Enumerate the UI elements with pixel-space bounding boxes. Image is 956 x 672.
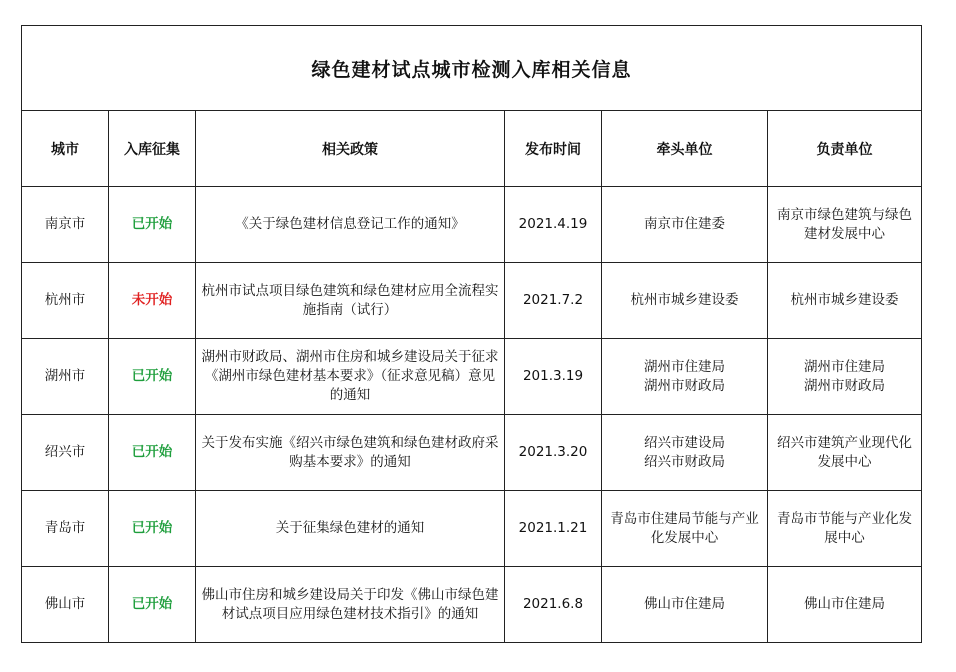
responsible-cell: 佛山市住建局 — [768, 567, 922, 643]
lead-cell: 湖州市住建局 湖州市财政局 — [602, 339, 768, 415]
date-cell: 2021.4.19 — [505, 187, 602, 263]
status-cell: 已开始 — [109, 567, 196, 643]
header-policy: 相关政策 — [196, 111, 505, 187]
responsible-cell: 绍兴市建筑产业现代化发展中心 — [768, 415, 922, 491]
policy-cell: 湖州市财政局、湖州市住房和城乡建设局关于征求《湖州市绿色建材基本要求》（征求意见稿）意见的通知 — [196, 339, 505, 415]
responsible-cell: 湖州市住建局 湖州市财政局 — [768, 339, 922, 415]
table-row — [22, 491, 922, 567]
info-table-container — [21, 25, 921, 643]
policy-cell: 《关于绿色建材信息登记工作的通知》 — [196, 187, 505, 263]
city-cell: 南京市 — [22, 187, 109, 263]
lead-cell: 佛山市住建局 — [602, 567, 768, 643]
table-row — [22, 567, 922, 643]
date-cell: 2021.6.8 — [505, 567, 602, 643]
city-cell: 佛山市 — [22, 567, 109, 643]
table-row — [22, 263, 922, 339]
date-cell: 2021.7.2 — [505, 263, 602, 339]
date-cell: 2021.3.20 — [505, 415, 602, 491]
responsible-cell: 杭州市城乡建设委 — [768, 263, 922, 339]
policy-cell: 杭州市试点项目绿色建筑和绿色建材应用全流程实施指南（试行） — [196, 263, 505, 339]
status-cell: 未开始 — [109, 263, 196, 339]
header-lead: 牵头单位 — [602, 111, 768, 187]
city-cell: 湖州市 — [22, 339, 109, 415]
city-cell: 杭州市 — [22, 263, 109, 339]
responsible-cell: 南京市绿色建筑与绿色建材发展中心 — [768, 187, 922, 263]
date-cell: 2021.1.21 — [505, 491, 602, 567]
responsible-cell: 青岛市节能与产业化发展中心 — [768, 491, 922, 567]
table-row — [22, 415, 922, 491]
title-row — [22, 26, 922, 111]
lead-cell: 青岛市住建局节能与产业化发展中心 — [602, 491, 768, 567]
header-responsible: 负责单位 — [768, 111, 922, 187]
policy-cell: 关于征集绿色建材的通知 — [196, 491, 505, 567]
city-cell: 绍兴市 — [22, 415, 109, 491]
status-cell: 已开始 — [109, 187, 196, 263]
status-cell: 已开始 — [109, 339, 196, 415]
header-city: 城市 — [22, 111, 109, 187]
table-row — [22, 339, 922, 415]
date-cell: 201.3.19 — [505, 339, 602, 415]
policy-cell: 佛山市住房和城乡建设局关于印发《佛山市绿色建材试点项目应用绿色建材技术指引》的通知 — [196, 567, 505, 643]
lead-cell: 南京市住建委 — [602, 187, 768, 263]
status-cell: 已开始 — [109, 415, 196, 491]
status-cell: 已开始 — [109, 491, 196, 567]
policy-cell: 关于发布实施《绍兴市绿色建筑和绿色建材政府采购基本要求》的通知 — [196, 415, 505, 491]
table-row — [22, 187, 922, 263]
header-collection: 入库征集 — [109, 111, 196, 187]
header-date: 发布时间 — [505, 111, 602, 187]
city-cell: 青岛市 — [22, 491, 109, 567]
lead-cell: 绍兴市建设局 绍兴市财政局 — [602, 415, 768, 491]
header-row — [22, 111, 922, 187]
info-table — [21, 25, 922, 643]
lead-cell: 杭州市城乡建设委 — [602, 263, 768, 339]
table-title: 绿色建材试点城市检测入库相关信息 — [22, 26, 922, 111]
